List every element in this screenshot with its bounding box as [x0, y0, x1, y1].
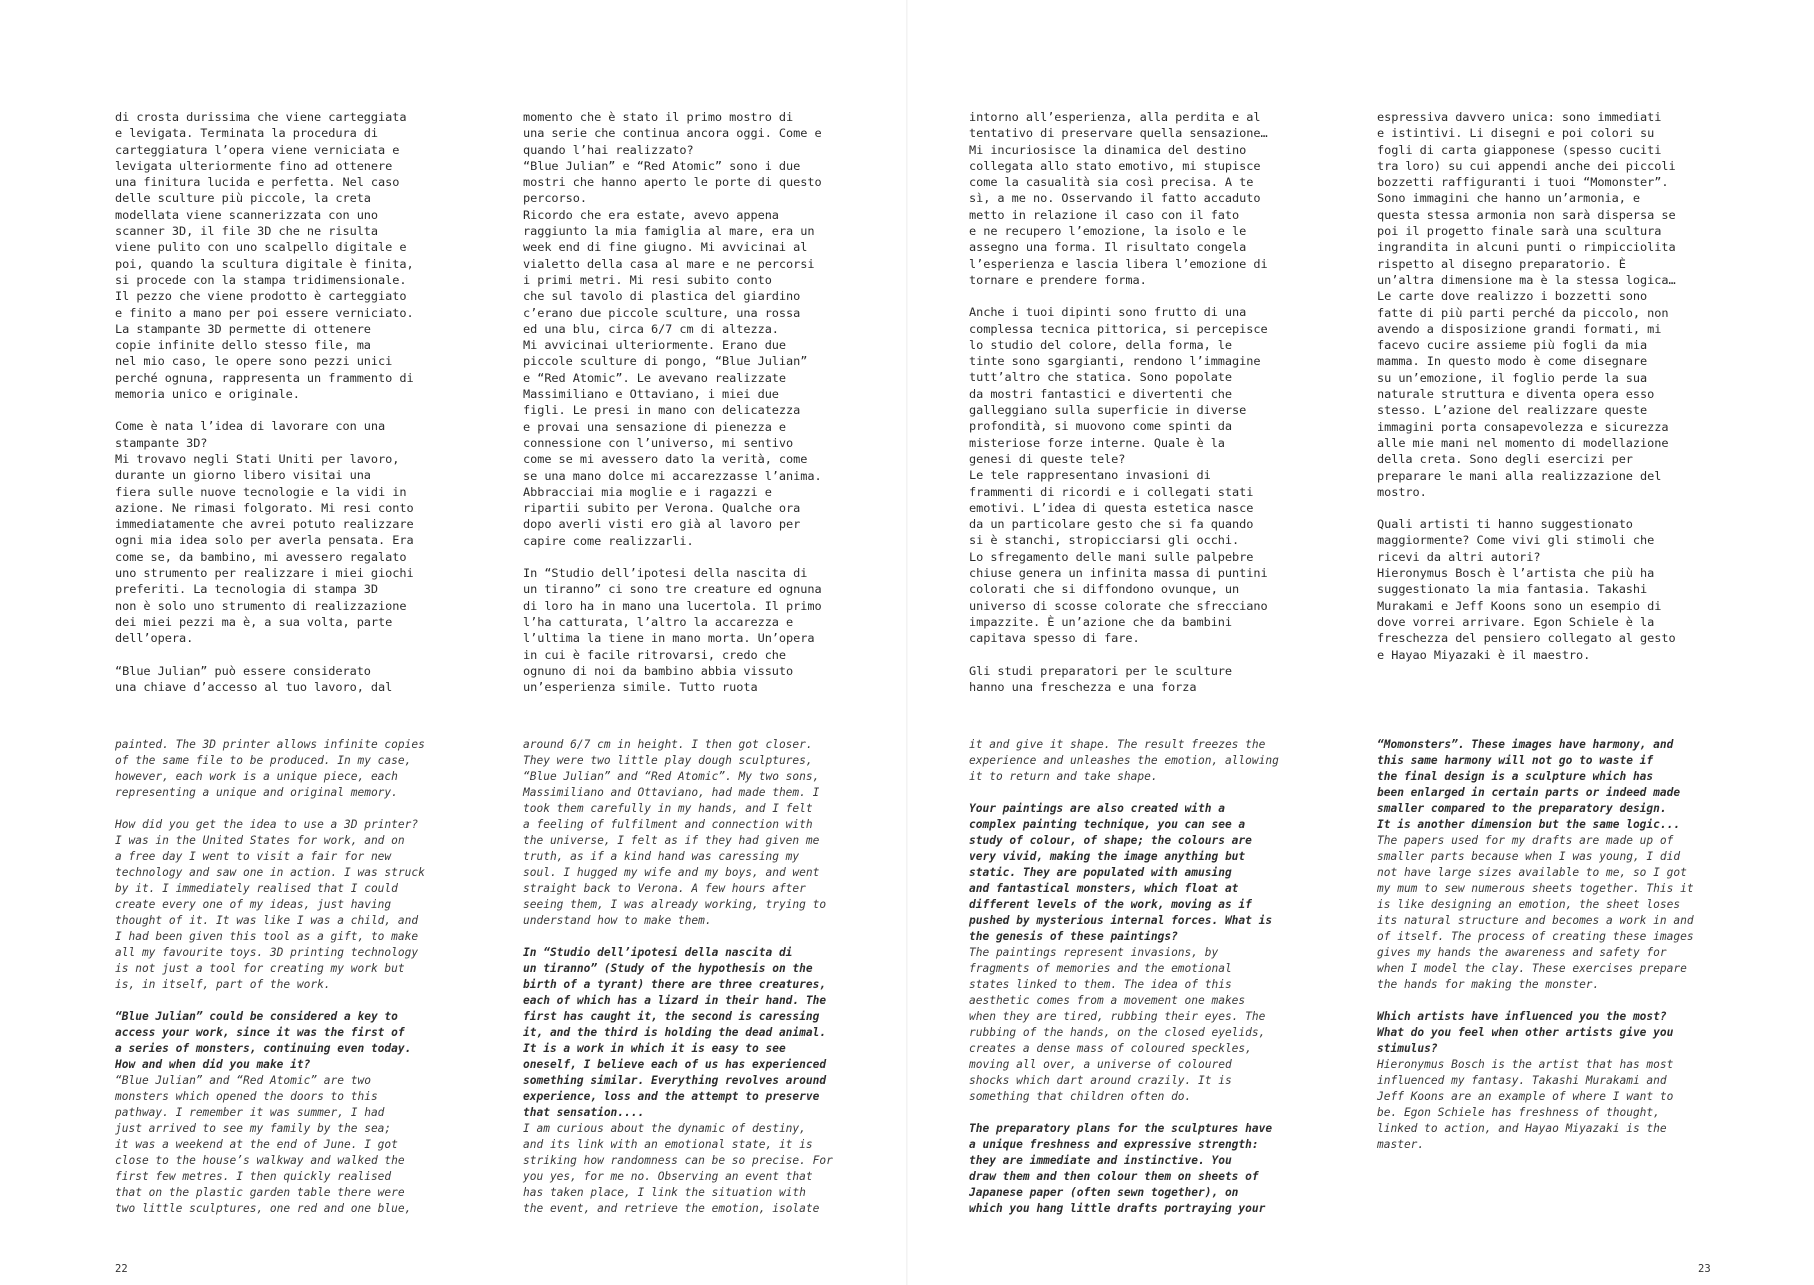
italian-column-4 — [1377, 109, 1722, 663]
english-column-4 — [1377, 737, 1722, 1153]
english-column-3 — [969, 737, 1314, 1217]
paragraph: around 6/7 cm in height. I then got closer. They were two little play dough sculptures, “Blue Julian” and “Red Atomic”. My two sons, Massimiliano and Ottaviano, had made them. I took them carefully in my hands, and I felt a feeling of fulfilment and connection with the universe, I felt as if they had given me truth, as if a kind hand was caressing my soul. I hugged my wife and my boys, and went straight back to Verona. A few hours after seeing them, I was already working, trying to understand how to make them. — [523, 738, 827, 927]
paragraph: Anche i tuoi dipinti sono frutto di una complessa tecnica pittorica, si percepisce lo studio del colore, della forma, le tinte sono sgargianti, rendono l’immagine tutt’altro che statica. Sono popolate da mostri fantastici e divertenti che galleggiano sulla superficie in diverse profondità, si muovono come spinti da misteriose forze interne. Quale è la genesi di queste tele? Le tele rappresentano invasioni di frammenti di ricordi e i collegati stati emotivi. L’idea di questa estetica nasce da un particolare gesto che si fa quando si è stanchi, stropicciarsi gli occhi. Lo sfregamento delle mani sulle palpebre chiuse genera un infinita massa di puntini colorati che si diffondono ovunque, un universo di scosse colorate che sfrecciano impazzite. È un’azione che da bambini capitava spesso di fare. — [969, 305, 1268, 646]
paragraph: The paintings represent invasions, by fragments of memories and the emotional states linked to them. The idea of this aesthetic comes from a movement one makes when they are tired, rubbing their eyes. The rubbing of the hands, on the closed eyelids, creates a dense mass of coloured speckles, moving all over, a universe of coloured shocks which dart around crazily. It is something that children often do. — [969, 946, 1266, 1103]
paragraph: momento che è stato il primo mostro di una serie che continua ancora oggi. Come e quando l’hai realizzato? “Blue Julian” e “Red Atomic” sono i due mostri che hanno aperto le porte di questo percorso. Ricordo che era estate, avevo appena raggiunto la mia famiglia al mare, era un week end di fine giugno. Mi avvicinai al vialetto della casa al mare e ne percorsi i primi metri. Mi resi subito conto che sul tavolo di plastica del giardino c’erano due piccole sculture, una rossa ed una blu, circa 6/7 cm di altezza. Mi avvicinai ulteriormente. Erano due piccole sculture di pongo, “Blue Julian” e “Red Atomic”. Le avevano realizzate Massimiliano e Ottaviano, i miei due figli. Le presi in mano con delicatezza e provai una sensazione di pienezza e connessione con l’universo, mi sentivo come se mi avessero dato la verità, come se una mano dolce mi accarezzasse l’anima. Abbracciai mia moglie e i ragazzi e ripartii subito per Verona. Qualche ora dopo averli visti ero già al lavoro per capire come realizzarli. — [523, 110, 822, 548]
english-column-2 — [523, 737, 868, 1217]
italian-column-1 — [115, 109, 460, 695]
paragraph: In “Studio dell’ipotesi della nascita di un tiranno” ci sono tre creature ed ognuna di loro ha in mano una lucertola. Il primo l’ha catturata, l’altro la accarezza e l’ultima la tiene in mano morta. Un’opera in cui è facile ritrovarsi, credo che ognuno di noi da bambino abbia vissuto un’esperienza simile. Tutto ruota — [523, 566, 822, 695]
paragraph: “Blue Julian” and “Red Atomic” are two monsters which opened the doors to this pathway. I remember it was summer, I had just arrived to see my family by the sea; it was a weekend at the end of June. I got close to the house’s walkway and walked the first few metres. I then quickly realised that on the plastic garden table there were two little sculptures, one red and one blue, — [115, 1074, 412, 1215]
english-column-1 — [115, 737, 460, 1217]
paragraph: Quali artisti ti hanno suggestionato maggiormente? Come vivi gli stimoli che ricevi da altri autori? Hieronymus Bosch è l’artista che più ha suggestionato la mia fantasia. Takashi Murakami e Jeff Koons sono un esempio di dove vorrei arrivare. Egon Schiele è la freschezza del pensiero collegato al gesto e Hayao Miyazaki è il maestro. — [1377, 517, 1676, 662]
paragraph: How did you get the idea to use a 3D printer? I was in the United States for work, and on a free day I went to visit a fair for new technology and saw one in action. I was struck by it. I immediately realised that I could create every one of my ideas, just having thought of it. It was like I was a child, and I had been given this tool as a gift, to make all my favourite toys. 3D printing technology is not just a tool for creating my work but is, in itself, part of the work. — [115, 818, 425, 991]
paragraph: espressiva davvero unica: sono immediati e istintivi. Li disegni e poi colori su fogli di carta giapponese (spesso cuciti tra loro) su cui appendi anche dei piccoli bozzetti raffiguranti i tuoi “Momonster”. Sono immagini che hanno un’armonia, e questa stessa armonia non sarà dispersa se poi il progetto finale sarà una scultura ingrandita in alcuni punti o rimpicciolita rispetto al disegno preparatorio. È un’altra dimensione ma è la stessa logica… Le carte dove realizzo i bozzetti sono fatte di più parti perché da piccolo, non avendo a disposizione grandi formati, mi facevo cucire assieme più fogli da mia mamma. In questo modo è come disegnare su un’emozione, il foglio perde la sua naturale struttura e diventa opera esso stesso. L’azione del realizzare queste immagini porta consapevolezza e sicurezza alle mie mani nel momento di modellazione della creta. Sono degli esercizi per preparare le mani alla realizzazione del mostro. — [1377, 110, 1676, 499]
paragraph: intorno all’esperienza, alla perdita e al tentativo di preservare quella sensazione… Mi incuriosisce la dinamica del destino collegata allo stato emotivo, mi stupisce come la casualità sia così precisa. A te sì, a me no. Osservando il fatto accaduto metto in relazione il caso con il fato e ne recupero l’emozione, la isolo e le assegno una forma. Il risultato congela l’esperienza e lascia libera l’emozione di tornare e prendere forma. — [969, 110, 1268, 287]
interview-question: Your paintings are also created with a complex painting technique, you can see a study of colour, of shape; the colours are very vivid, making the image anything but static. They are populated with amusing and fantastical monsters, which float at different levels of the work, moving as if pushed by mysterious internal forces. What is the genesis of these paintings? — [969, 802, 1273, 943]
paragraph: it and give it shape. The result freezes the experience and unleashes the emotion, allowing it to return and take shape. — [969, 738, 1279, 783]
page-number-right: 23 — [1698, 1263, 1711, 1275]
italian-column-3 — [969, 109, 1314, 695]
interview-question: Which artists have influenced you the most? What do you feel when other artists give you stimulus? — [1377, 1010, 1674, 1055]
page-gutter — [906, 0, 908, 1285]
interview-question: “Blue Julian” could be considered a key to access your work, since it was the first of a series of monsters, continuing even today. How and when did you make it? — [115, 1010, 412, 1071]
interview-question: “Momonsters”. These images have harmony, and this same harmony will not go to waste if the final design is a sculpture which has been enlarged in certain parts or indeed made smaller compared to the preparatory design. It is another dimension but the same logic... — [1377, 738, 1681, 831]
paragraph: “Blue Julian” può essere considerato una chiave d’accesso al tuo lavoro, dal — [115, 663, 393, 694]
paragraph: Come è nata l’idea di lavorare con una stampante 3D? Mi trovavo negli Stati Uniti per lavoro, durante un giorno libero visitai una fiera sulle nuove tecnologie e la vidi in azione. Ne rimasi folgorato. Mi resi conto immediatamente che avrei potuto realizzare ogni mia idea solo per averla pensata. Era come se, da bambino, mi avessero regalato uno strumento per realizzare i miei giochi preferiti. La tecnologia di stampa 3D non è solo uno strumento di realizzazione dei miei pezzi ma è, a sua volta, parte dell’opera. — [115, 419, 414, 646]
paragraph: Gli studi preparatori per le sculture hanno una freschezza e una forza — [969, 663, 1233, 694]
paragraph: I am curious about the dynamic of destiny, and its link with an emotional state, it is striking how randomness can be so precise. For you yes, for me no. Observing an event that has taken place, I link the situation with the event, and retrieve the emotion, isolate — [523, 1122, 833, 1215]
page-number-left: 22 — [115, 1263, 128, 1275]
italian-column-2 — [523, 109, 868, 695]
interview-question: In “Studio dell’ipotesi della nascita di un tiranno” (Study of the hypothesis on the birth of a tyrant) there are three creatures, each of which has a lizard in their hand. The first has caught it, the second is caressing it, and the third is holding the dead animal. It is a work in which it is easy to see oneself, I believe each of us has experienced something similar. Everything revolves around experience, loss and the attempt to preserve that sensation.... — [523, 946, 827, 1119]
paragraph: The papers used for my drafts are made up of smaller parts because when I was young, I did not have large sizes available to me, so I got my mum to sew numerous sheets together. This it is like designing an emotion, the sheet loses its natural structure and becomes a work in and of itself. The process of creating these images gives my hands the awareness and safety for when I model the clay. These exercises prepare the hands for making the monster. — [1377, 834, 1694, 991]
paragraph: painted. The 3D printer allows infinite copies of the same file to be produced. In my case, however, each work is a unique piece, each representing a unique and original memory. — [115, 738, 425, 799]
paragraph: di crosta durissima che viene carteggiata e levigata. Terminata la procedura di carteggiatura l’opera viene verniciata e levigata ulteriormente fino ad ottenere una finitura lucida e perfetta. Nel caso delle sculture più piccole, la creta modellata viene scannerizzata con uno scanner 3D, il file 3D che ne risulta viene pulito con uno scalpello digitale e poi, quando la scultura digitale è finita, si procede con la stampa tridimensionale. Il pezzo che viene prodotto è carteggiato e finito a mano per poi essere verniciato. La stampante 3D permette di ottenere copie infinite dello stesso file, ma nel mio caso, le opere sono pezzi unici perché ognuna, rappresenta un frammento di memoria unico e originale. — [115, 110, 414, 402]
paragraph: Hieronymus Bosch is the artist that has most influenced my fantasy. Takashi Murakami and Jeff Koons are an example of where I want to be. Egon Schiele has freshness of thought, linked to action, and Hayao Miyazaki is the master. — [1377, 1058, 1674, 1151]
interview-question: The preparatory plans for the sculptures have a unique freshness and expressive strength: they are immediate and instinctive. You draw them and then colour them on sheets of Japanese paper (often sewn together), on which you hang little drafts portraying your — [969, 1122, 1273, 1215]
